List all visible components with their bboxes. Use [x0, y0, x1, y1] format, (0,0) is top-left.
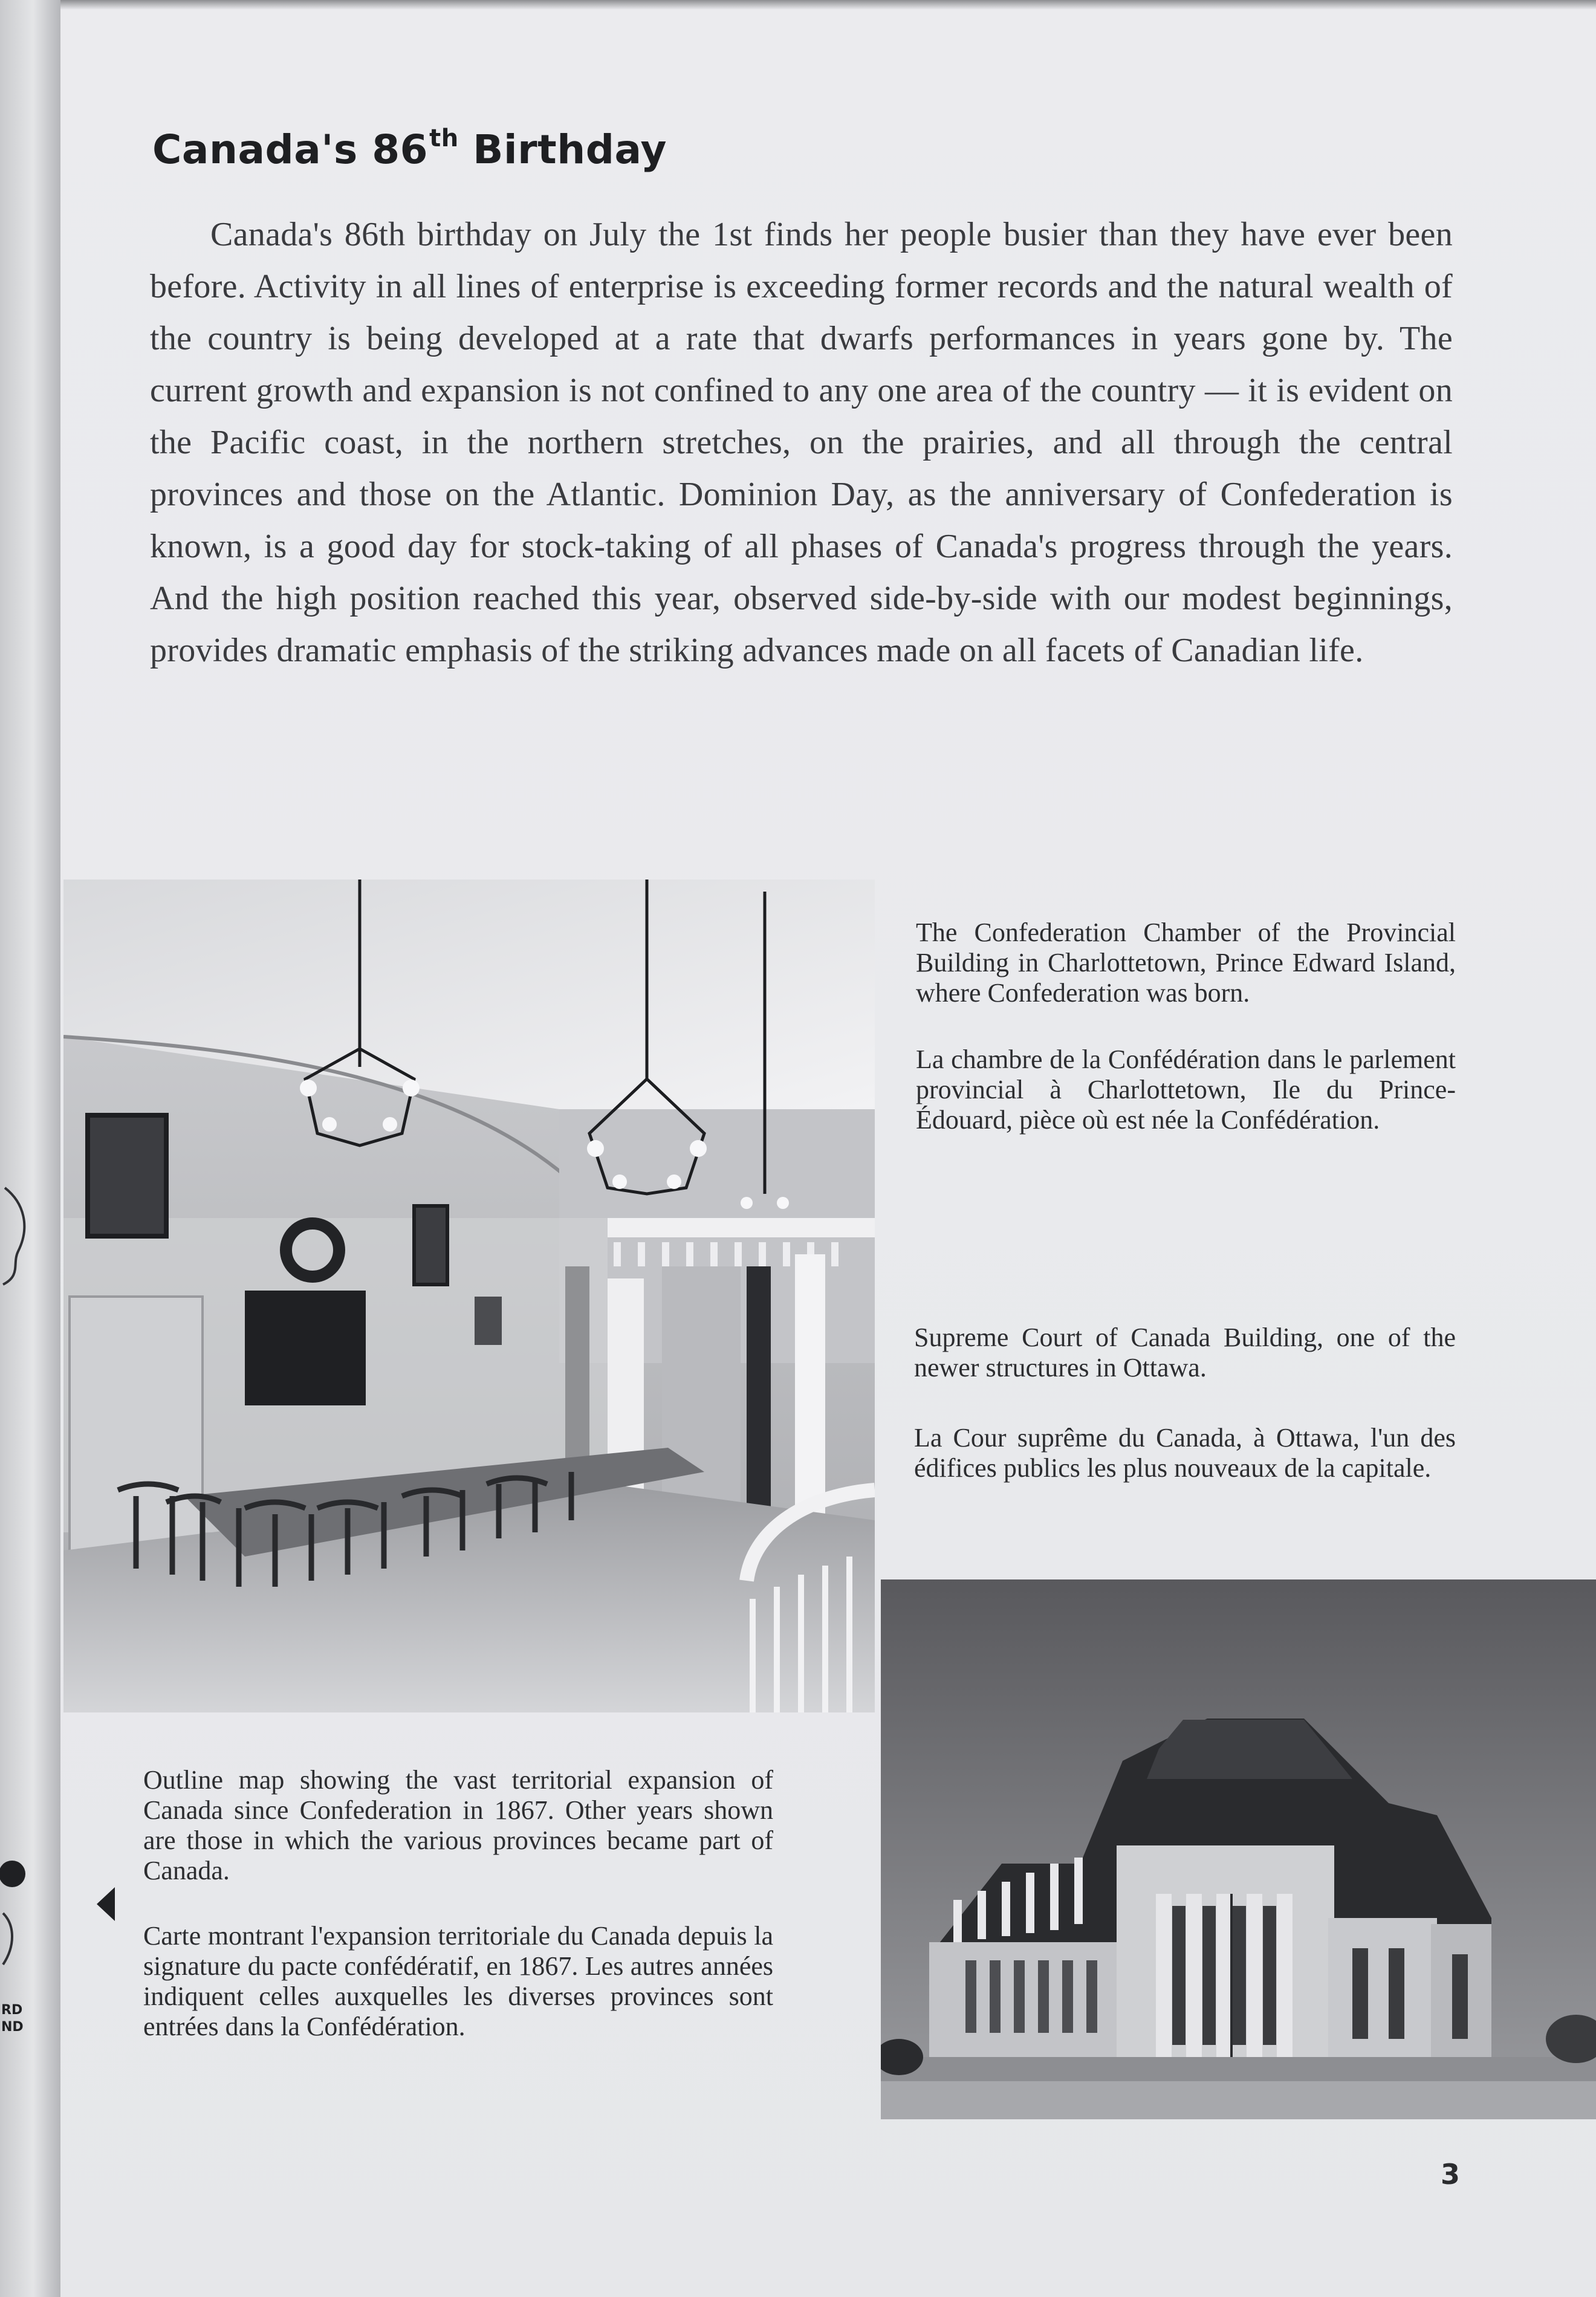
- arrow-left-icon: [97, 1887, 115, 1921]
- chamber-caption: [916, 918, 1456, 1135]
- page-number: 3: [1441, 2158, 1461, 2191]
- map-caption-en: Outline map showing the vast territorial expansion of Canada since Confederation in 1867. Other years shown are those in which the various provinces became part of Canada.: [143, 1765, 773, 1885]
- court-caption: [914, 1323, 1456, 1483]
- map-caption-fr: Carte montrant l'expansion territoriale du Canada depuis la signature du pacte confédératif, en 1867. Les autres années indiquent celles auxquelles les diverses provinces sont entrées dans la Confédération.: [143, 1921, 773, 2041]
- supreme-court-photo: [881, 1579, 1596, 2119]
- chamber-caption-en: The Confederation Chamber of the Provincial Building in Charlottetown, Prince Edward Island, where Confederation was born.: [916, 918, 1456, 1008]
- chamber-caption-fr: La chambre de la Confédération dans le parlement provincial à Charlottetown, Ile du Prince-Édouard, pièce où est née la Confédération.: [916, 1045, 1456, 1135]
- article-body: Canada's 86th birthday on July the 1st finds her people busier than they have ever been before. Activity in all lines of enterprise is exceeding former records and the natural wealth of the country is being developed at a rate that dwarfs performances in years gone by. The current growth and expansion is not confined to any one area of the country — it is evident on the Pacific coast, in the northern stretches, on the prairies, and all through the central provinces and those on the Atlantic. Dominion Day, as the anniversary of Confederation is known, is a good day for stock-taking of all phases of Canada's progress through the years. And the high position reached this year, observed side-by-side with our modest beginnings, provides dramatic emphasis of the striking advances made on all facets of Canadian life.: [150, 216, 1453, 669]
- map-caption: [143, 1765, 773, 2042]
- previous-page-fragments: [0, 1179, 60, 2085]
- title-superscript: th: [429, 125, 459, 152]
- fold-text-nd: ND: [1, 2020, 24, 2035]
- court-caption-fr: La Cour suprême du Canada, à Ottawa, l'un des édifices publics les plus nouveaux de la capitale.: [914, 1423, 1456, 1483]
- court-caption-en: Supreme Court of Canada Building, one of the newer structures in Ottawa.: [914, 1323, 1456, 1382]
- page-top-shadow: [60, 0, 1596, 10]
- confederation-chamber-photo: [63, 880, 875, 1712]
- fold-text-rd: RD: [1, 2003, 23, 2018]
- article-title: Canada's 86th Birthday: [152, 125, 667, 173]
